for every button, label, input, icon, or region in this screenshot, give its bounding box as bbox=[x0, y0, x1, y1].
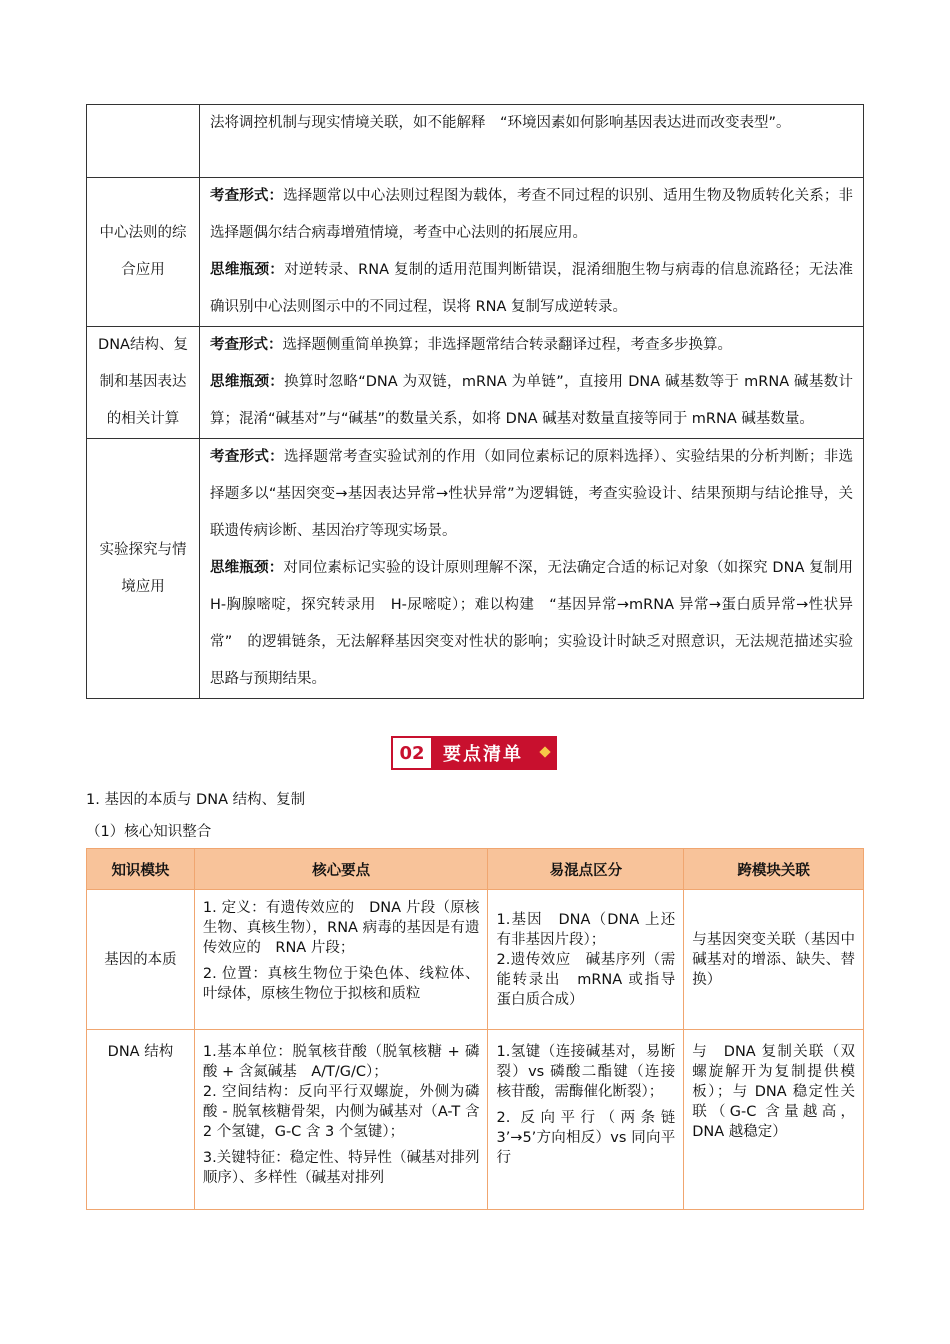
link-cell: 与 DNA 复制关联（双螺旋解开为复制提供模板）；与 DNA 稳定性关联（G-C 含量越高，DNA 越稳定） bbox=[684, 1030, 864, 1210]
topic-cell: 实验探究与情境应用 bbox=[87, 439, 200, 699]
point-item: 3.关键特征：稳定性、特异性（碱基对排列顺序）、多样性（碱基对排列 bbox=[202, 1150, 480, 1186]
content-cell bbox=[200, 327, 864, 439]
subsection-heading: （1）核心知识整合 bbox=[86, 824, 212, 840]
difficulty-text: 对同位素标记实验的设计原则理解不深，无法确定合适的标记对象（如探究 DNA 复制用 H-胸腺嘧啶，探究转录用 H-尿嘧啶）；难以构建 “基因异常→mRNA 异常→蛋白质异常→性状异常” 的逻辑链条，无法解释基因突变对性状的影响；实验设计时缺乏对照意识，无法规范描述实验思路与预期结果。 bbox=[210, 560, 868, 687]
difficulty-label: 思维瓶颈： bbox=[210, 560, 284, 576]
point-item: 2. 位置：真核生物位于染色体、线粒体、叶绿体，原核生物位于拟核和质粒 bbox=[202, 966, 480, 1002]
content-cell bbox=[200, 105, 864, 178]
column-header: 跨模块关联 bbox=[684, 849, 864, 890]
point-item: 2. 空间结构：反向平行双螺旋，外侧为磷酸 - 脱氧核糖骨架，内侧为碱基对（A-T 含 2 个氢键，G-C 含 3 个氢键）； bbox=[202, 1084, 480, 1140]
content-cell bbox=[200, 178, 864, 327]
table-row bbox=[87, 890, 864, 1030]
confusion-item: 1.基因 DNA（DNA 上还有非基因片段）； bbox=[496, 912, 676, 948]
table-header-row bbox=[87, 849, 864, 890]
confusion-item: 2.遗传效应 碱基序列（需能转录出 mRNA 或指导蛋白质合成） bbox=[496, 952, 676, 1008]
form-label: 考查形式： bbox=[210, 188, 284, 204]
difficulty-label: 思维瓶颈： bbox=[210, 374, 285, 390]
table-row bbox=[87, 178, 864, 327]
difficulty-text: 对逆转录、RNA 复制的适用范围判断错误，混淆细胞生物与病毒的信息流路径；无法准确识别中心法则图示中的不同过程，误将 RNA 复制写成逆转录。 bbox=[210, 262, 853, 315]
link-cell: 与基因突变关联（基因中碱基对的增添、缺失、替换） bbox=[684, 890, 864, 1030]
table-row bbox=[87, 1030, 864, 1210]
section-badge bbox=[391, 736, 557, 770]
form-text: 选择题侧重简单换算；非选择题常结合转录翻译过程，考查多步换算。 bbox=[282, 337, 732, 353]
form-text: 选择题常考查实验试剂的作用（如同位素标记的原料选择）、实验结果的分析判断；非选择题多以“基因突变→基因表达异常→性状异常”为逻辑链，考查实验设计、结果预期与结论推导，关联遗传病诊断、基因治疗等现实场景。 bbox=[210, 449, 854, 539]
section-label: 要点清单 bbox=[443, 744, 523, 765]
points-cell bbox=[194, 1030, 488, 1210]
content-cell bbox=[200, 439, 868, 699]
point-item: 1. 定义：有遗传效应的 DNA 片段（原核生物、真核生物），RNA 病毒的基因是有遗传效应的 RNA 片段； bbox=[202, 900, 480, 956]
column-header: 易混点区分 bbox=[488, 849, 684, 890]
module-cell: 基因的本质 bbox=[87, 890, 195, 1030]
knowledge-table bbox=[86, 848, 864, 1210]
confusion-cell bbox=[488, 1030, 684, 1210]
table-row bbox=[87, 327, 864, 439]
diamond-icon bbox=[539, 746, 550, 757]
table-row bbox=[87, 439, 864, 699]
topic-cell-empty bbox=[87, 105, 200, 178]
section-heading: 1. 基因的本质与 DNA 结构、复制 bbox=[86, 792, 306, 808]
form-text: 选择题常以中心法则过程图为载体，考查不同过程的识别、适用生物及物质转化关系；非选择题偶尔结合病毒增殖情境，考查中心法则的拓展应用。 bbox=[210, 188, 854, 241]
table-row bbox=[87, 105, 864, 178]
difficulty-label: 思维瓶颈： bbox=[210, 262, 285, 278]
form-label: 考查形式： bbox=[210, 337, 283, 353]
difficulty-text: 换算时忽略“DNA 为双链，mRNA 为单链”，直接用 DNA 碱基数等于 mRNA 碱基数计算；混淆“碱基对”与“碱基”的数量关系，如将 DNA 碱基对数量直接等同于 mRNA 碱基数量。 bbox=[210, 374, 853, 427]
topic-cell: DNA结构、复制和基因表达的相关计算 bbox=[87, 327, 200, 439]
analysis-table bbox=[86, 104, 868, 699]
confusion-item: 2. 反向平行（两条链 3’→5’方向相反）vs 同向平行 bbox=[496, 1110, 676, 1166]
points-cell bbox=[194, 890, 488, 1030]
topic-cell: 中心法则的综合应用 bbox=[87, 178, 200, 327]
section-label-box bbox=[433, 736, 557, 770]
column-header: 知识模块 bbox=[87, 849, 195, 890]
form-label: 考查形式： bbox=[210, 449, 284, 465]
row-text: 法将调控机制与现实情境关联，如不能解释 “环境因素如何影响基因表达进而改变表型”。 bbox=[210, 115, 791, 131]
confusion-item: 1.氢键（连接碱基对，易断裂）vs 磷酸二酯键（连接核苷酸，需酶催化断裂）； bbox=[496, 1044, 676, 1100]
section-number: 02 bbox=[391, 736, 433, 770]
module-cell: DNA 结构 bbox=[87, 1030, 195, 1210]
point-item: 1.基本单位：脱氧核苷酸（脱氧核糖 + 磷酸 + 含氮碱基 A/T/G/C）； bbox=[202, 1044, 480, 1080]
column-header: 核心要点 bbox=[194, 849, 488, 890]
confusion-cell bbox=[488, 890, 684, 1030]
